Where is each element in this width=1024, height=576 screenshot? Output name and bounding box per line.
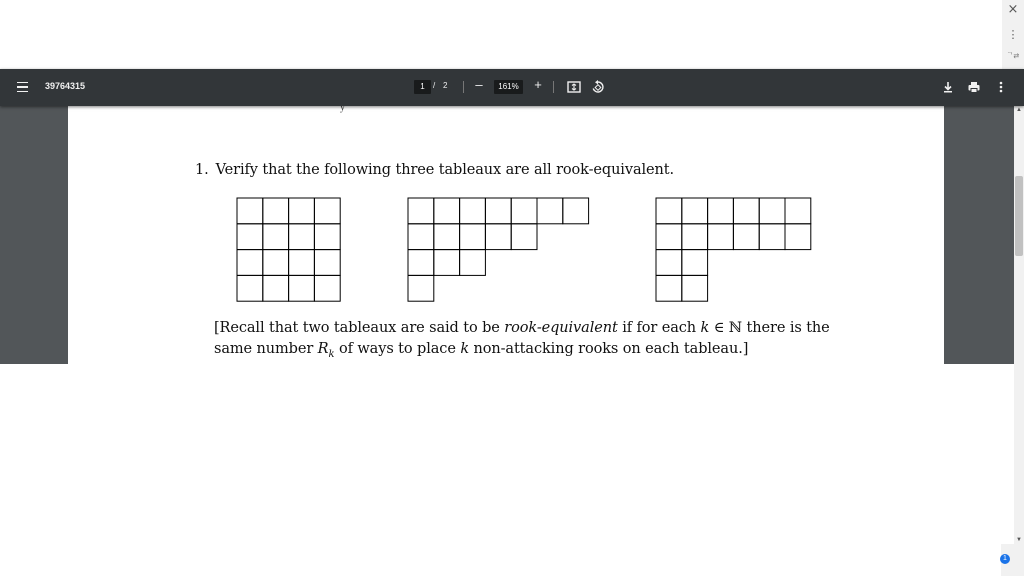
tableau-cell: [485, 224, 511, 250]
tableau-cell: [785, 198, 811, 224]
tableau-cell: [263, 198, 289, 224]
page-total: 2: [443, 81, 448, 90]
tableau-3: [656, 198, 811, 301]
tableau-cell: [537, 198, 563, 224]
tableau-cell: [656, 224, 682, 250]
document-title: 39764315: [45, 81, 86, 91]
notification-badge[interactable]: 1: [1000, 554, 1010, 564]
tableau-cell: [434, 224, 460, 250]
toolbar-divider: [463, 81, 464, 93]
tableau-cell: [460, 224, 486, 250]
tableau-cell: [708, 224, 734, 250]
tableau-cell: [656, 275, 682, 301]
tableau-cell: [460, 250, 486, 276]
toolbar-divider: [553, 81, 554, 93]
recall-var-k: k: [700, 320, 710, 336]
tableau-cell: [289, 275, 315, 301]
tableau-cell: [682, 275, 708, 301]
recall-line-2: [214, 339, 830, 364]
tableau-cell: [656, 250, 682, 276]
zoom-out-button[interactable]: –: [475, 77, 483, 92]
page-number-input[interactable]: 1: [414, 80, 431, 94]
tableau-cell: [511, 224, 537, 250]
scrollbar-thumb[interactable]: [1015, 176, 1023, 256]
clipped-previous-text: y: [340, 106, 345, 113]
tableau-cell: [289, 198, 315, 224]
tableau-1: [237, 198, 340, 301]
recall-term: rook-equivalent: [504, 320, 618, 336]
tableau-2: [408, 198, 589, 301]
tableau-cell: [563, 198, 589, 224]
download-icon[interactable]: [940, 79, 956, 95]
recall-text: if for each: [617, 320, 701, 336]
tableau-cell: [733, 198, 759, 224]
tableau-cell: [434, 198, 460, 224]
recall-var-k: k: [460, 341, 469, 357]
page-separator: /: [433, 81, 436, 90]
print-icon[interactable]: [966, 79, 982, 95]
tableau-cell: [733, 224, 759, 250]
recall-text: same number: [214, 341, 318, 357]
tableau-cell: [485, 198, 511, 224]
tableau-cell: [682, 224, 708, 250]
tableau-cell: [785, 224, 811, 250]
tableau-cell: [759, 198, 785, 224]
problem-text: Verify that the following three tableaux are all rook-equivalent.: [215, 162, 674, 178]
tableau-cell: [263, 275, 289, 301]
zoom-in-button[interactable]: +: [534, 77, 542, 92]
tableau-cell: [408, 224, 434, 250]
rotate-icon[interactable]: [590, 79, 606, 95]
tableau-cell: [408, 275, 434, 301]
tableau-cell: [237, 250, 263, 276]
recall-var-R: R: [317, 341, 329, 357]
pdf-toolbar: [0, 69, 1024, 106]
menu-icon[interactable]: [13, 78, 31, 96]
tableau-cell: [237, 198, 263, 224]
tableau-cell: [682, 198, 708, 224]
recall-note: [214, 318, 830, 364]
pdf-viewer[interactable]: [0, 106, 1014, 364]
tableau-cell: [511, 198, 537, 224]
tableau-cell: [314, 250, 340, 276]
tableau-cell: [289, 250, 315, 276]
tableau-cell: [408, 198, 434, 224]
recall-sub-k: k: [328, 348, 335, 360]
problem-number: 1.: [195, 162, 209, 178]
browser-top-strip: [0, 0, 1024, 69]
tableau-cell: [263, 224, 289, 250]
recall-text: [Recall that two tableaux are said to be: [214, 320, 505, 336]
scrollbar[interactable]: [1014, 106, 1024, 544]
tableau-cell: [263, 250, 289, 276]
tableau-cell: [708, 198, 734, 224]
close-icon[interactable]: ×: [1007, 2, 1019, 17]
recall-text: ∈ ℕ there is the: [709, 320, 830, 336]
tableau-cell: [237, 275, 263, 301]
tableau-cell: [314, 224, 340, 250]
more-icon[interactable]: [993, 79, 1009, 95]
scroll-down-arrow[interactable]: ▼: [1016, 537, 1022, 543]
browser-menu-icon[interactable]: ⋮: [1007, 28, 1019, 41]
tableau-cell: [434, 250, 460, 276]
tableau-cell: [408, 250, 434, 276]
translate-icon[interactable]: ᄀ⇄: [1006, 52, 1020, 60]
tableau-cell: [759, 224, 785, 250]
tableau-cell: [289, 224, 315, 250]
tableaux-figure: [68, 106, 944, 306]
fit-page-icon[interactable]: [566, 79, 582, 95]
recall-text: non-attacking rooks on each tableau.]: [469, 341, 749, 357]
tableau-cell: [682, 250, 708, 276]
recall-line-1: [214, 318, 830, 339]
tableau-cell: [314, 198, 340, 224]
tableau-cell: [656, 198, 682, 224]
tableau-cell: [460, 198, 486, 224]
tableau-cell: [314, 275, 340, 301]
recall-text: of ways to place: [334, 341, 461, 357]
zoom-level-input[interactable]: 161%: [494, 80, 523, 94]
tableau-cell: [237, 224, 263, 250]
pdf-page: [68, 106, 944, 364]
scroll-up-arrow[interactable]: ▲: [1016, 107, 1022, 113]
browser-corner-controls: [1002, 0, 1024, 69]
